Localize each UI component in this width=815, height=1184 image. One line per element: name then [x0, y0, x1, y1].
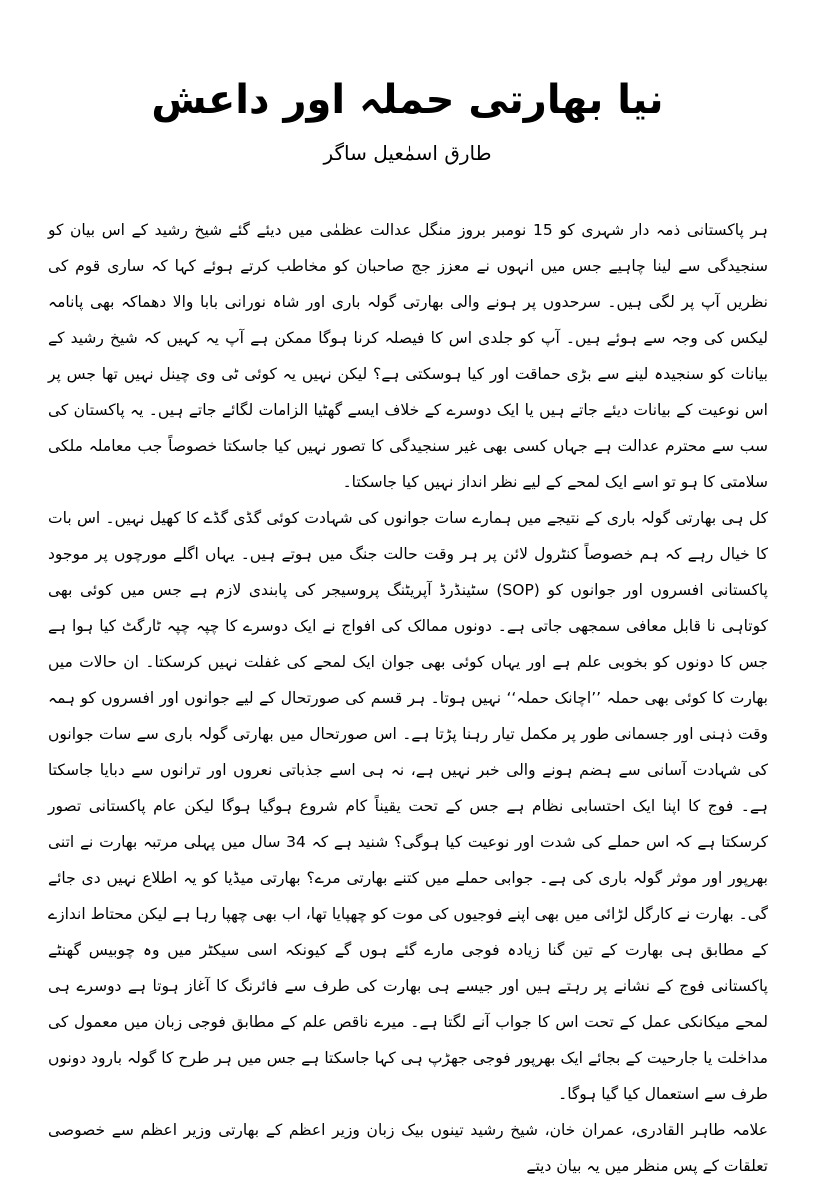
paragraph-2: کل ہی بھارتی گولہ باری کے نتیجے میں ہمارے سات جوانوں کی شہادت کوئی گڈی گڈے کا کھیل نہیں۔ اس بات کا خیال رہے کہ ہم خصوصاً کنٹرول لائن پر ہر وقت حالت جنگ میں ہوتے ہیں۔ یہاں اگلے مورچوں پر موجود پاکستانی افسروں اور جوانوں کو (SOP) سٹینڈرڈ آپریٹنگ پروسیجر کی پابندی لازم ہے جس میں کوئی بھی کوتاہی نا قابل معافی سمجھی جاتی ہے۔ دونوں ممالک کی افواج نے ایک دوسرے کا چپہ چپہ ٹارگٹ کیا ہوا ہے جس کا دونوں کو بخوبی علم ہے اور یہاں کوئی بھی جوان ایک لمحے کی غفلت نہیں کرسکتا۔ ان حالات میں بھارت کا کوئی بھی حملہ ’’اچانک حملہ‘‘ نہیں ہوتا۔ ہر قسم کی صورتحال کے لیے جوانوں اور افسروں کو ہمہ وقت ذہنی اور جسمانی طور پر مکمل تیار رہنا پڑتا ہے۔ اس صورتحال میں بھارتی گولہ باری سے سات جوانوں کی شہادت آسانی سے ہضم ہونے والی خبر نہیں ہے، نہ ہی اسے جذباتی نعروں اور ترانوں سے دبایا جاسکتا ہے۔ فوج کا اپنا ایک احتسابی نظام ہے جس کے تحت یقیناً کام شروع ہوگیا ہوگا لیکن عام پاکستانی تصور کرسکتا ہے کہ اس حملے کی شدت اور نوعیت کیا ہوگی؟ شنید ہے کہ 34 سال میں پہلی مرتبہ بھارت نے اتنی بھرپور اور موثر گولہ باری کی ہے۔ جوابی حملے میں کتنے بھارتی مرے؟ بھارتی میڈیا کو یہ اطلاع نہیں دی جائے گی۔ بھارت نے کارگل لڑائی میں بھی اپنے فوجیوں کی موت کو چھپایا تھا، اب بھی چھپا رہا ہے لیکن محتاط اندازے کے مطابق ہی بھارت کے تین گنا زیادہ فوجی مارے گئے ہوں گے کیونکہ اسی سیکٹر میں وہ چوبیس گھنٹے پاکستانی فوج کے نشانے پر رہتے ہیں اور جیسے ہی بھارت کی طرف سے فائرنگ کا آغاز ہوتا ہے دوسرے ہی لمحے میکانکی عمل کے تحت اس کا جواب آنے لگتا ہے۔ میرے ناقص علم کے مطابق فوجی زبان میں معمول کی مداخلت یا جارحیت کے بجائے ایک بھرپور فوجی جھڑپ ہی کہا جاسکتا ہے جس میں ہر طرح کا گولہ بارود دونوں طرف سے استعمال کیا گیا ہوگا۔: [48, 509, 768, 1103]
article-title: نیا بھارتی حملہ اور داعش: [151, 77, 664, 123]
article-author: طارق اسمٰعیل ساگر: [323, 141, 492, 165]
article-body: [48, 212, 768, 1184]
paragraph-1: ہر پاکستانی ذمہ دار شہری کو 15 نومبر بروز منگل عدالت عظمٰی میں دیئے گئے شیخ رشید کے اس بیان کو سنجیدگی سے لینا چاہیے جس میں انہوں نے معزز جج صاحبان کو مخاطب کرتے ہوئے کہا کہ ساری قوم کی نظریں آپ پر لگی ہیں۔ سرحدوں پر ہونے والی بھارتی گولہ باری اور شاہ نورانی بابا والا دھماکہ بھی پانامہ لیکس کی وجہ سے ہوئے ہیں۔ آپ کو جلدی اس کا فیصلہ کرنا ہوگا ممکن ہے آپ یہ کہیں کہ شیخ رشید کے بیانات کو سنجیدہ لینے سے بڑی حماقت اور کیا ہوسکتی ہے؟ لیکن نہیں یہ کوئی ٹی وی چینل نہیں تھا جس پر اس نوعیت کے بیانات دیئے جاتے ہیں یا ایک دوسرے کے خلاف ایسے گھٹیا الزامات لگائے جاتے ہیں۔ یہ پاکستان کی سب سے محترم عدالت ہے جہاں کسی بھی غیر سنجیدگی کا تصور نہیں کیا جاسکتا خصوصاً جب معاملہ ملکی سلامتی کا ہو تو اسے ایک لمحے کے لیے نظر انداز نہیں کیا جاسکتا۔: [48, 221, 768, 491]
paragraph-3: علامہ طاہر القادری، عمران خان، شیخ رشید تینوں بیک زبان وزیر اعظم کے بھارتی وزیر اعظم سے خصوصی تعلقات کے پس منظر میں یہ بیان دیتے: [48, 1121, 768, 1175]
